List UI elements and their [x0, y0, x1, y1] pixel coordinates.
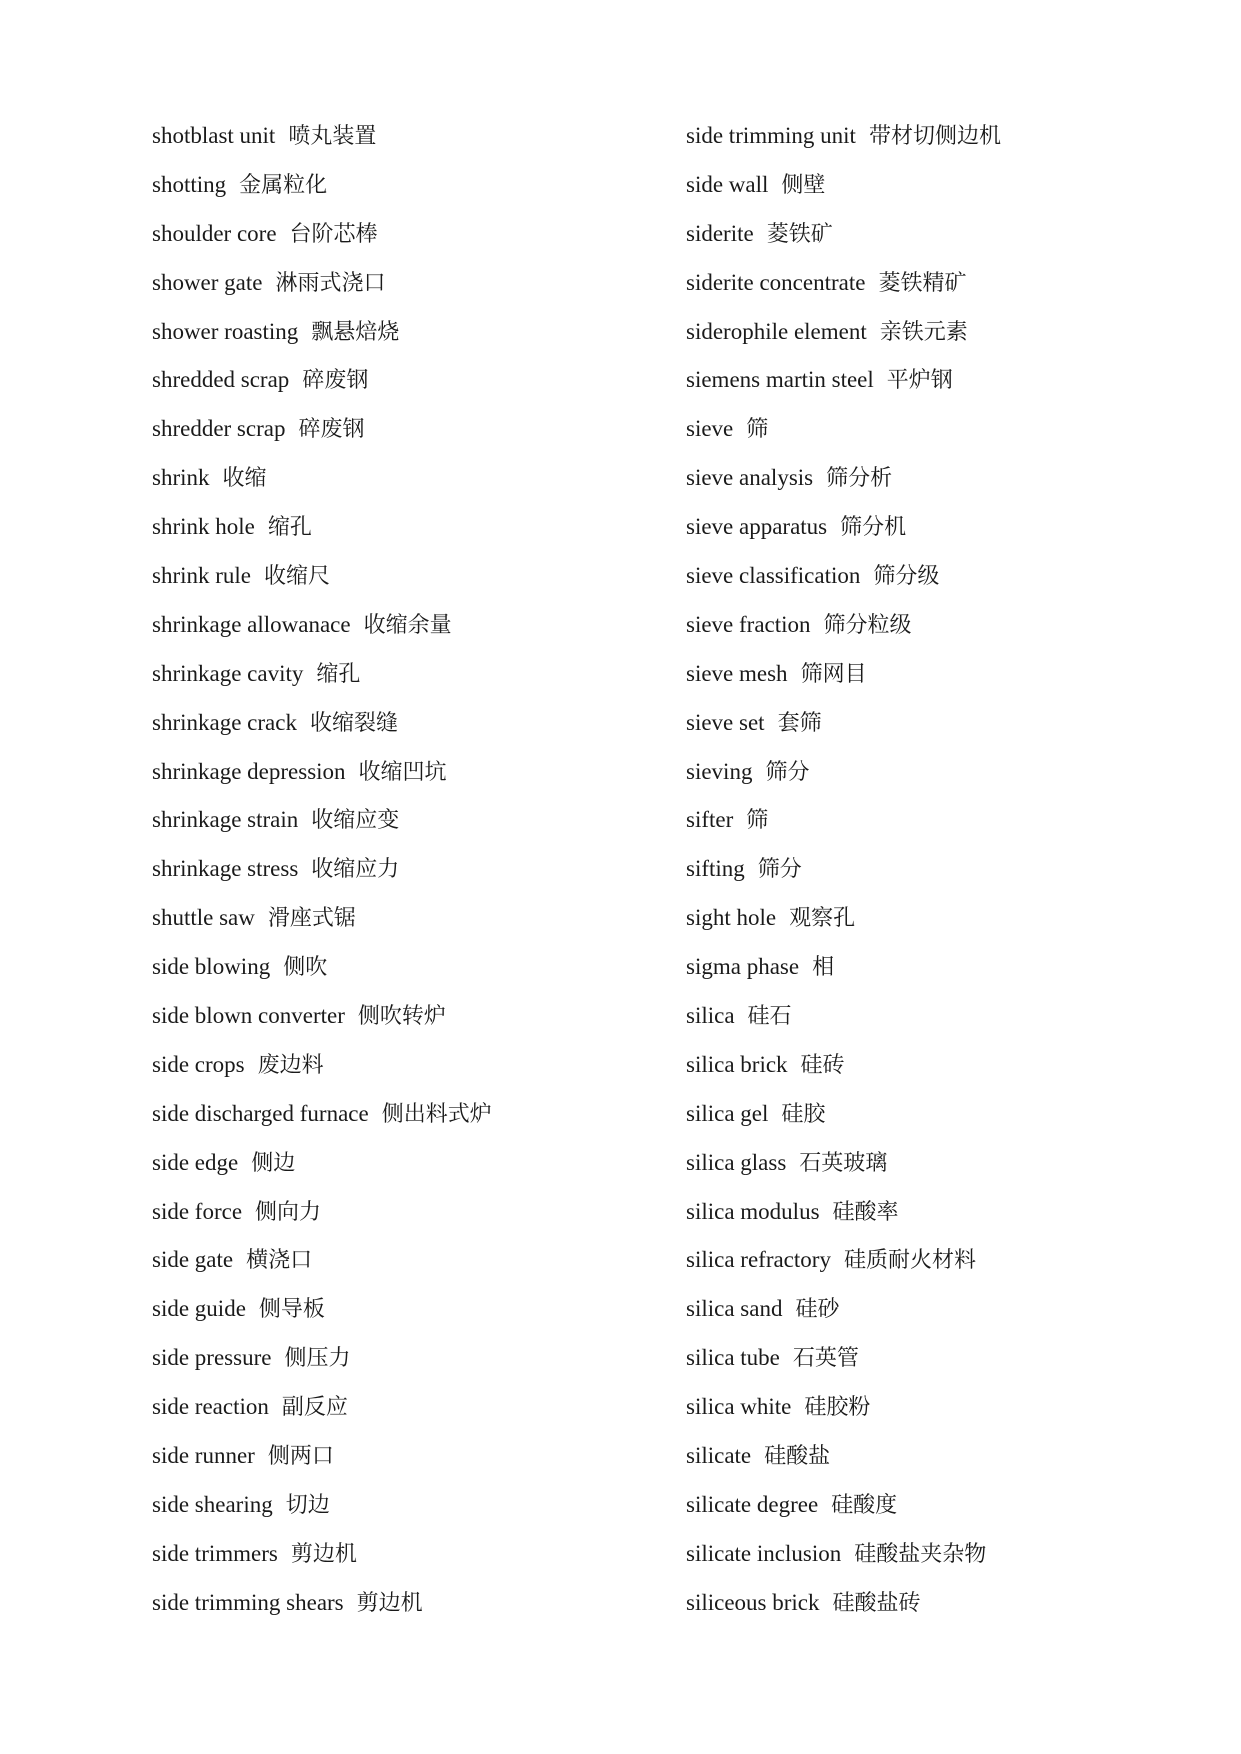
glossary-entry: [152, 259, 712, 308]
entry-term: silica white: [686, 1394, 792, 1420]
glossary-entry: [152, 161, 712, 210]
entry-term: siderite: [686, 220, 754, 246]
entry-translation: 侧出料式炉: [381, 1101, 492, 1127]
entry-translation: 带材切侧边机: [868, 124, 1001, 149]
entry-term: siliceous brick: [686, 1589, 820, 1615]
glossary-entry: [152, 503, 712, 552]
entry-term: siemens martin steel: [686, 367, 874, 393]
entry-term: side gate: [152, 1247, 234, 1273]
entry-translation: 筛: [746, 808, 769, 834]
glossary-entry: [686, 1432, 1241, 1481]
entry-term: silica gel: [686, 1100, 769, 1126]
glossary-entry: [686, 943, 1241, 992]
entry-term: side blown converter: [152, 1003, 345, 1029]
entry-translation: 副反应: [281, 1395, 348, 1421]
entry-term: silicate degree: [686, 1491, 819, 1517]
entry-term: shrink hole: [152, 514, 255, 540]
entry-term: shotblast unit: [152, 123, 276, 148]
entry-translation: 淋雨式浇口: [275, 270, 386, 296]
entry-translation: 收缩应变: [311, 808, 400, 834]
entry-term: shredder scrap: [152, 416, 286, 442]
glossary-entry: [152, 1530, 712, 1579]
glossary-entry: [686, 992, 1241, 1041]
entry-translation: 侧吹转炉: [357, 1004, 446, 1030]
entry-term: sifting: [686, 856, 745, 882]
entry-term: sight hole: [686, 905, 777, 931]
entry-translation: 横浇口: [246, 1248, 313, 1274]
entry-term: shredded scrap: [152, 367, 290, 393]
entry-term: sieve classification: [686, 563, 861, 589]
entry-term: side discharged furnace: [152, 1100, 369, 1126]
glossary-entry: [152, 845, 712, 894]
entry-term: shrinkage depression: [152, 758, 346, 784]
entry-term: sieve fraction: [686, 611, 811, 637]
glossary-entry: [152, 992, 712, 1041]
entry-translation: 筛分级: [873, 564, 940, 590]
entry-translation: 硅酸盐: [764, 1444, 831, 1470]
entry-term: shrinkage crack: [152, 709, 297, 735]
entry-translation: 碎废钢: [302, 368, 369, 394]
entry-translation: 筛分: [757, 857, 802, 883]
glossary-entry: [152, 601, 712, 650]
entry-translation: 收缩裂缝: [309, 710, 398, 736]
entry-term: side guide: [152, 1296, 246, 1322]
entry-term: sieve analysis: [686, 465, 814, 491]
entry-translation: 平炉钢: [886, 368, 953, 394]
glossary-entry: [152, 748, 712, 797]
entry-term: silicate: [686, 1443, 752, 1469]
entry-term: silica brick: [686, 1051, 788, 1077]
entry-translation: 筛: [746, 417, 769, 443]
entry-term: sigma phase: [686, 954, 800, 980]
glossary-entry: [686, 1090, 1241, 1139]
entry-term: sieving: [686, 758, 753, 784]
entry-translation: 收缩余量: [363, 612, 452, 638]
entry-translation: 筛网目: [800, 661, 867, 687]
entry-translation: 收缩应力: [311, 857, 400, 883]
entry-translation: 筛分机: [840, 515, 907, 541]
entry-term: shrinkage allowanace: [152, 611, 351, 637]
entry-term: shuttle saw: [152, 905, 255, 931]
entry-term: side pressure: [152, 1345, 272, 1371]
entry-term: silica tube: [686, 1345, 780, 1371]
entry-translation: 侧压力: [284, 1346, 351, 1372]
entry-term: silica modulus: [686, 1198, 820, 1224]
glossary-entry: [152, 308, 712, 357]
glossary-entry: [686, 699, 1241, 748]
entry-translation: 剪边机: [290, 1541, 357, 1567]
entry-translation: 侧吹: [283, 955, 328, 981]
entry-translation: 硅胶粉: [804, 1395, 871, 1421]
glossary-entry: [686, 503, 1241, 552]
entry-translation: 硅石: [747, 1004, 792, 1030]
glossary-entry: [686, 845, 1241, 894]
glossary-entry: [686, 1481, 1241, 1530]
glossary-entry: [686, 1236, 1241, 1285]
entry-term: sieve mesh: [686, 660, 788, 686]
entry-translation: 金属粒化: [239, 172, 328, 198]
entry-term: shrink rule: [152, 563, 252, 589]
glossary-entry: [686, 1188, 1241, 1237]
entry-translation: 套筛: [777, 710, 822, 736]
entry-translation: 碎废钢: [298, 417, 365, 443]
glossary-entry: [686, 1139, 1241, 1188]
glossary-entry: [686, 1530, 1241, 1579]
glossary-entry: [686, 308, 1241, 357]
entry-term: shrinkage strain: [152, 807, 299, 833]
entry-translation: 侧导板: [258, 1297, 325, 1323]
entry-translation: 收缩凹坑: [358, 759, 447, 785]
glossary-entry: [686, 161, 1241, 210]
entry-translation: 硅酸度: [831, 1492, 898, 1518]
entry-translation: 硅酸盐夹杂物: [854, 1541, 987, 1567]
glossary-entry: [686, 1383, 1241, 1432]
entry-term: side force: [152, 1198, 243, 1224]
entry-translation: 观察孔: [789, 906, 856, 932]
glossary-entry: [686, 112, 1241, 161]
entry-term: sieve set: [686, 709, 765, 735]
glossary-entry: [152, 1432, 712, 1481]
glossary-entry: [686, 601, 1241, 650]
glossary-entry: [686, 552, 1241, 601]
entry-term: sieve apparatus: [686, 514, 828, 540]
glossary-entry: [152, 1285, 712, 1334]
entry-translation: 滑座式锯: [267, 906, 356, 932]
entry-translation: 硅砂: [795, 1297, 840, 1323]
entry-translation: 硅胶: [781, 1101, 826, 1127]
entry-term: silica: [686, 1003, 735, 1029]
entry-term: silica sand: [686, 1296, 783, 1322]
entry-term: siderite concentrate: [686, 269, 866, 295]
glossary-entry: [152, 1383, 712, 1432]
entry-translation: 台阶芯棒: [289, 221, 378, 247]
glossary-entry: [152, 454, 712, 503]
entry-translation: 收缩尺: [264, 564, 331, 590]
entry-translation: 缩孔: [316, 661, 361, 687]
entry-term: side crops: [152, 1051, 245, 1077]
glossary-entry: [152, 1188, 712, 1237]
entry-term: side trimming shears: [152, 1589, 344, 1615]
glossary-entry: [152, 796, 712, 845]
entry-translation: 硅酸率: [832, 1199, 899, 1225]
entry-translation: 飘悬焙烧: [311, 319, 400, 345]
glossary-entry: [152, 650, 712, 699]
entry-translation: 筛分: [765, 759, 810, 785]
entry-term: silica refractory: [686, 1247, 831, 1273]
entry-term: silicate inclusion: [686, 1540, 842, 1566]
entry-translation: 收缩: [222, 466, 267, 492]
glossary-entry: [152, 1481, 712, 1530]
entry-translation: 侧壁: [781, 172, 826, 198]
entry-translation: 硅砖: [800, 1052, 845, 1078]
entry-translation: 相: [812, 955, 835, 981]
entry-translation: 侧向力: [255, 1199, 322, 1225]
glossary-entry: [152, 552, 712, 601]
entry-term: siderophile element: [686, 318, 867, 344]
glossary-entry: [152, 356, 712, 405]
entry-translation: 废边料: [257, 1052, 324, 1078]
glossary-entry: [686, 356, 1241, 405]
entry-term: silica glass: [686, 1149, 787, 1175]
entry-translation: 侧边: [251, 1150, 296, 1176]
glossary-entry: [152, 699, 712, 748]
glossary-column-left: [152, 112, 712, 1628]
glossary-entry: [686, 894, 1241, 943]
glossary-entry: [686, 1334, 1241, 1383]
glossary-entry: [152, 1236, 712, 1285]
glossary-entry: [686, 796, 1241, 845]
entry-term: side runner: [152, 1443, 255, 1469]
entry-translation: 石英玻璃: [799, 1150, 888, 1176]
glossary-entry: [152, 1090, 712, 1139]
glossary-entry: [686, 748, 1241, 797]
glossary-entry: [686, 1579, 1241, 1628]
entry-term: side trimming unit: [686, 123, 856, 148]
entry-translation: 剪边机: [356, 1590, 423, 1616]
entry-translation: 侧两口: [267, 1444, 334, 1470]
entry-term: shrinkage cavity: [152, 660, 304, 686]
entry-translation: 菱铁精矿: [878, 270, 967, 296]
glossary-entry: [152, 1139, 712, 1188]
entry-translation: 筛分析: [826, 466, 893, 492]
glossary-entry: [686, 1041, 1241, 1090]
glossary-entry: [152, 1334, 712, 1383]
entry-term: side blowing: [152, 954, 271, 980]
entry-term: shower roasting: [152, 318, 299, 344]
entry-term: side edge: [152, 1149, 239, 1175]
glossary-entry: [152, 112, 712, 161]
glossary-entry: [152, 405, 712, 454]
entry-term: side reaction: [152, 1394, 269, 1420]
entry-translation: 硅酸盐砖: [832, 1590, 921, 1616]
glossary-entry: [152, 1579, 712, 1628]
entry-term: shrinkage stress: [152, 856, 299, 882]
entry-term: side wall: [686, 171, 769, 197]
entry-term: sifter: [686, 807, 734, 833]
glossary-entry: [686, 1285, 1241, 1334]
entry-translation: 喷丸装置: [288, 124, 377, 149]
glossary-entry: [152, 210, 712, 259]
glossary-column-right: [686, 112, 1241, 1628]
entry-term: side trimmers: [152, 1540, 278, 1566]
entry-term: sieve: [686, 416, 734, 442]
entry-translation: 硅质耐火材料: [843, 1248, 976, 1274]
glossary-entry: [152, 894, 712, 943]
entry-translation: 亲铁元素: [879, 319, 968, 345]
entry-term: side shearing: [152, 1491, 273, 1517]
glossary-entry: [686, 650, 1241, 699]
entry-translation: 石英管: [792, 1346, 859, 1372]
entry-translation: 切边: [285, 1492, 330, 1518]
glossary-entry: [152, 1041, 712, 1090]
entry-term: shoulder core: [152, 220, 277, 246]
entry-term: shrink: [152, 465, 210, 491]
glossary-entry: [686, 405, 1241, 454]
glossary-entry: [152, 943, 712, 992]
glossary-entry: [686, 259, 1241, 308]
entry-term: shower gate: [152, 269, 263, 295]
entry-translation: 筛分粒级: [823, 612, 912, 638]
entry-translation: 菱铁矿: [766, 221, 833, 247]
glossary-entry: [686, 210, 1241, 259]
entry-term: shotting: [152, 171, 227, 197]
entry-translation: 缩孔: [267, 515, 312, 541]
glossary-entry: [686, 454, 1241, 503]
